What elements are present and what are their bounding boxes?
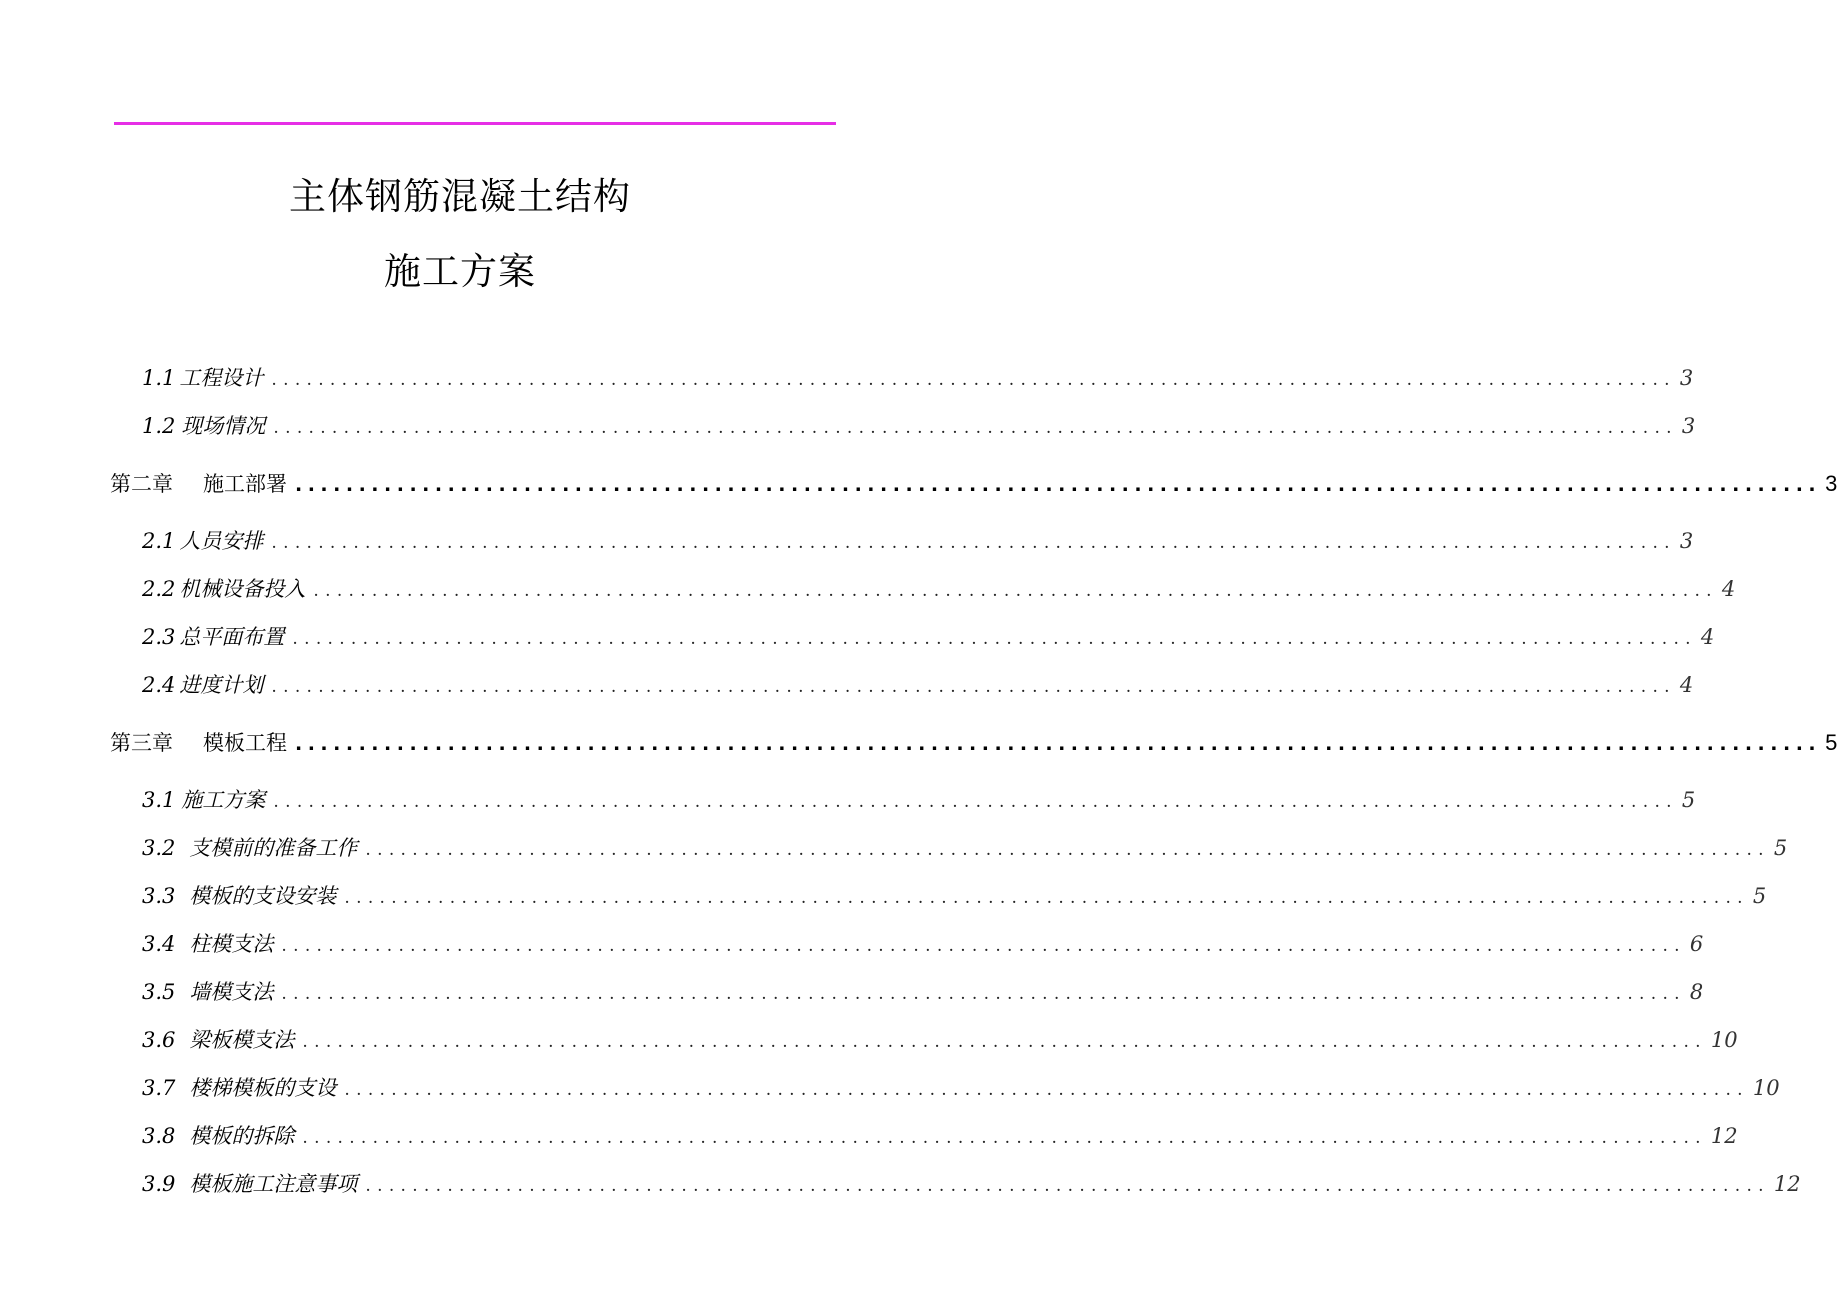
toc-page-number: 12 [1710,1124,1738,1148]
toc-page-number: 5 [1752,884,1767,908]
toc-page-number: 3 [1679,529,1694,553]
toc-section-entry[interactable] [142,977,1704,1007]
toc-entry-number: 2.2 [142,577,176,601]
toc-entry-number: 2.1 [142,529,176,553]
toc-page-number: 6 [1689,932,1704,956]
toc-section-entry[interactable] [142,526,1694,556]
toc-section-entry[interactable] [142,411,1696,441]
toc-entry-label: 现场情况 [181,414,266,438]
toc-entry-label: 模板的支设安装 [189,884,337,908]
toc-entry-number: 3.1 [142,788,176,812]
toc-section-entry[interactable] [142,881,1767,911]
toc-dot-leader: ........................................................................................................................ [295,474,1822,496]
toc-entry-label: 楼梯模板的支设 [189,1076,337,1100]
toc-entry-number: 第三章 [110,731,173,755]
toc-page-number: 5 [1773,836,1788,860]
toc-entry-number: 3.6 [142,1028,176,1052]
toc-dot-leader: ........................................................................................................................ [302,1128,1707,1148]
toc-dot-leader: ........................................................................................................................ [302,1032,1707,1052]
toc-page-number: 5 [1681,788,1696,812]
toc-page-number: 3 [1681,414,1696,438]
toc-section-entry[interactable] [142,929,1704,959]
toc-dot-leader: ........................................................................................................................ [271,677,1676,697]
toc-section-entry[interactable] [142,1025,1738,1055]
toc-dot-leader: ........................................................................................................................ [281,936,1686,956]
toc-section-entry[interactable] [142,363,1694,393]
toc-page-number: 4 [1679,673,1694,697]
toc-entry-label: 柱模支法 [189,932,274,956]
toc-page-number: 10 [1752,1076,1780,1100]
toc-section-entry[interactable] [142,574,1736,604]
toc-section-entry[interactable] [142,785,1696,815]
toc-chapter-entry[interactable] [110,728,1837,758]
header-rule [114,122,836,125]
toc-entry-label: 墙模支法 [189,980,274,1004]
toc-entry-label: 梁板模支法 [189,1028,295,1052]
toc-section-entry[interactable] [142,1169,1801,1199]
toc-dot-leader: ........................................................................................................................ [281,984,1686,1004]
toc-entry-number: 第二章 [110,472,173,496]
toc-dot-leader: ........................................................................................................................ [313,581,1718,601]
toc-entry-label: 模板工程 [203,731,287,755]
toc-entry-number: 3.9 [142,1172,176,1196]
toc-dot-leader: ........................................................................................................................ [295,733,1822,755]
toc-page-number: 8 [1689,980,1704,1004]
toc-dot-leader: ........................................................................................................................ [271,370,1676,390]
toc-entry-label: 进度计划 [179,673,264,697]
toc-entry-label: 人员安排 [179,529,264,553]
toc-page-number: 4 [1700,625,1715,649]
toc-dot-leader: ........................................................................................................................ [365,840,1770,860]
toc-entry-label: 工程设计 [179,366,264,390]
toc-dot-leader: ........................................................................................................................ [273,418,1678,438]
toc-dot-leader: ........................................................................................................................ [365,1176,1770,1196]
toc-page-number: 4 [1721,577,1736,601]
toc-entry-number: 1.2 [142,414,176,438]
toc-dot-leader: ........................................................................................................................ [271,533,1676,553]
toc-section-entry[interactable] [142,622,1715,652]
toc-entry-number: 3.4 [142,932,176,956]
toc-page-number: 12 [1773,1172,1801,1196]
toc-entry-number: 2.3 [142,625,176,649]
toc-section-entry[interactable] [142,670,1694,700]
toc-page-number: 10 [1710,1028,1738,1052]
toc-entry-label: 模板的拆除 [189,1124,295,1148]
toc-entry-number: 3.3 [142,884,176,908]
toc-dot-leader: ........................................................................................................................ [292,629,1697,649]
toc-dot-leader: ........................................................................................................................ [344,1080,1749,1100]
document-title: 主体钢筋混凝土结构 [289,175,631,218]
toc-entry-number: 3.5 [142,980,176,1004]
toc-chapter-entry[interactable] [110,469,1837,499]
toc-entry-label: 机械设备投入 [179,577,306,601]
toc-entry-label: 模板施工注意事项 [189,1172,358,1196]
document-subtitle: 施工方案 [384,250,536,293]
toc-section-entry[interactable] [142,1073,1780,1103]
toc-entry-number: 1.1 [142,366,176,390]
toc-entry-label: 施工部署 [203,472,287,496]
toc-section-entry[interactable] [142,833,1788,863]
toc-page-number: 3 [1679,366,1694,390]
toc-entry-label: 施工方案 [181,788,266,812]
toc-entry-number: 2.4 [142,673,176,697]
toc-section-entry[interactable] [142,1121,1738,1151]
toc-page-number: 5 [1825,730,1837,755]
toc-entry-number: 3.7 [142,1076,176,1100]
toc-dot-leader: ........................................................................................................................ [273,792,1678,812]
toc-entry-label: 总平面布置 [179,625,285,649]
toc-page-number: 3 [1825,471,1837,496]
toc-entry-number: 3.2 [142,836,176,860]
toc-dot-leader: ........................................................................................................................ [344,888,1749,908]
toc-entry-number: 3.8 [142,1124,176,1148]
toc-entry-label: 支模前的准备工作 [189,836,358,860]
